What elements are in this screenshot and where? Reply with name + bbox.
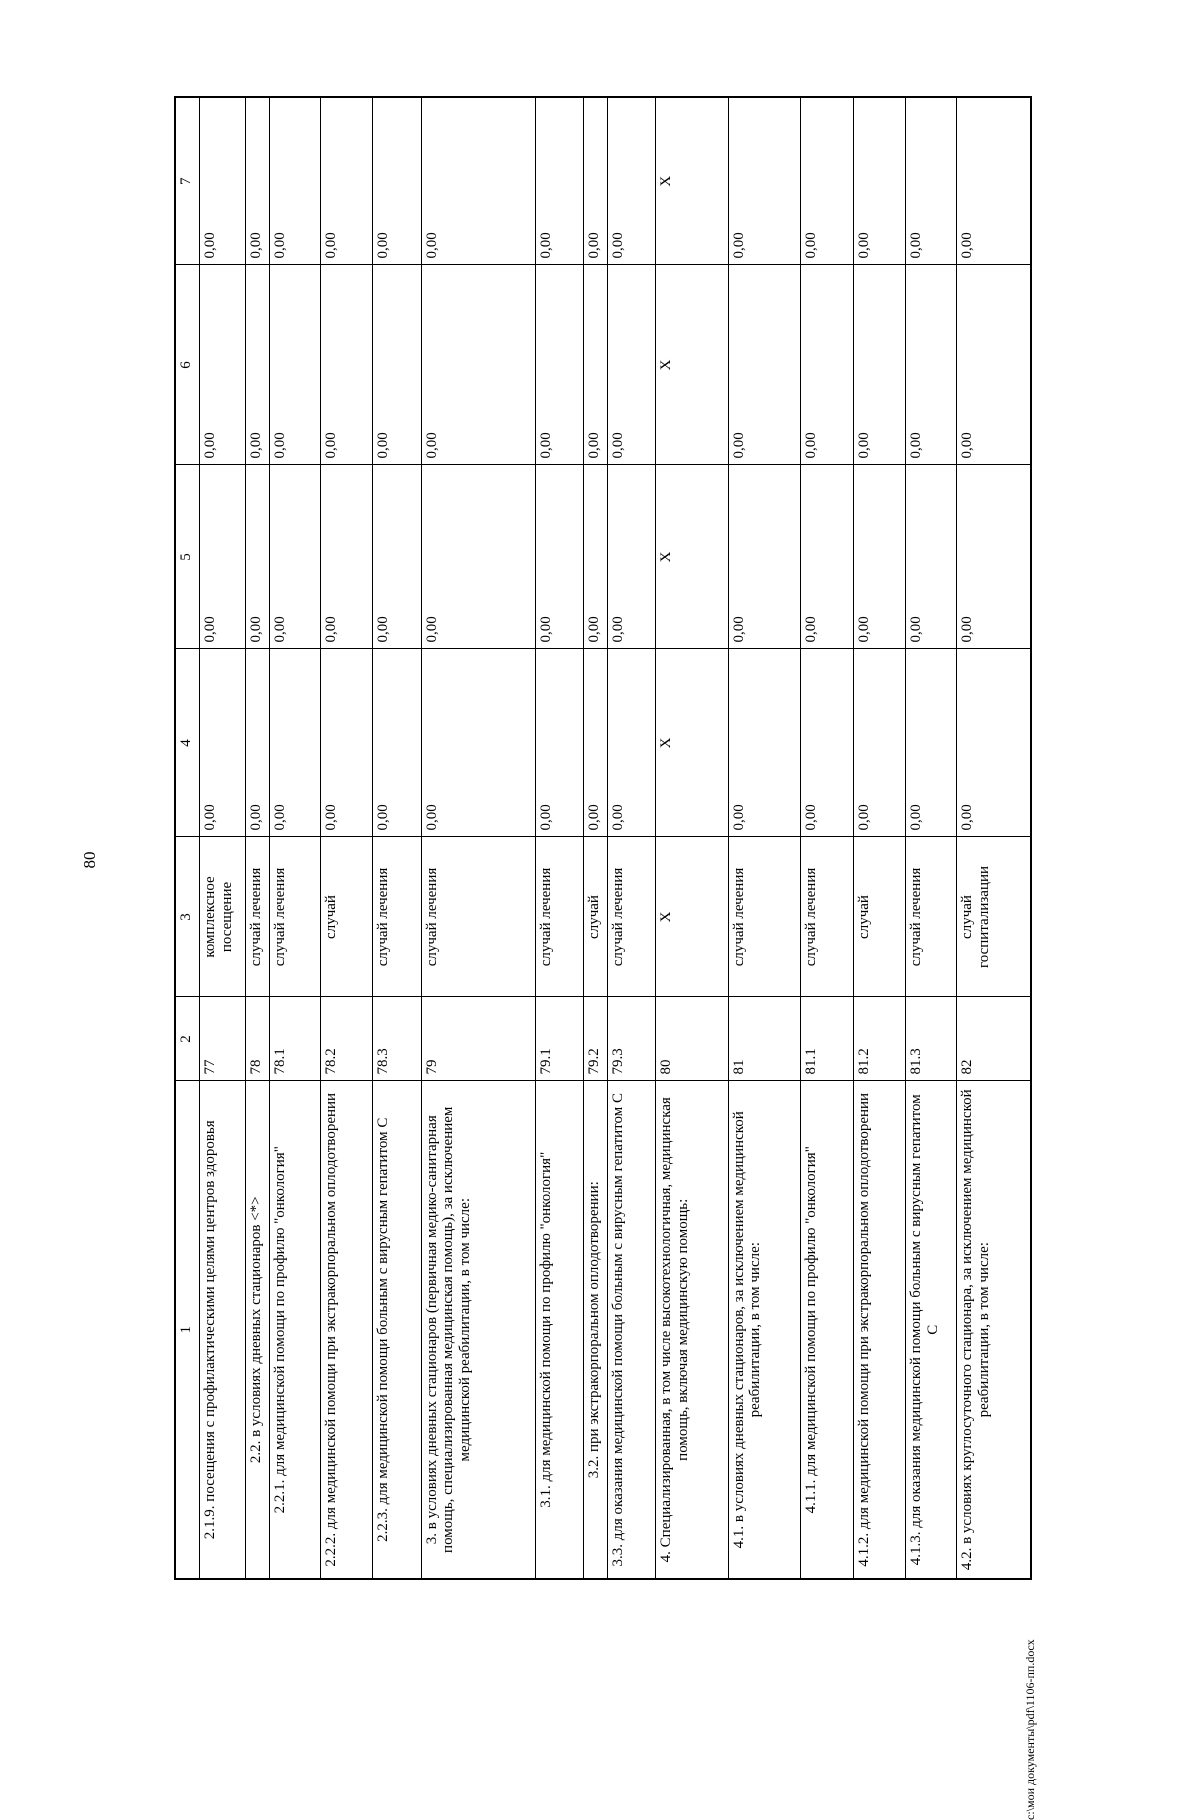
row-unit-cell: случай лечения <box>270 837 320 997</box>
row-value-cell: 0,00 <box>199 265 245 465</box>
row-code-cell: 80 <box>656 997 728 1081</box>
footer-file-path: c:\мои документы\pdf\1106-пп.docx <box>1023 1639 1037 1820</box>
row-value-cell: 0,00 <box>956 265 1031 465</box>
row-value-cell: 0,00 <box>270 97 320 265</box>
table-row <box>583 97 607 1579</box>
row-value-cell: X <box>656 465 728 649</box>
row-value-cell: 0,00 <box>199 465 245 649</box>
table-row <box>906 97 956 1579</box>
row-value-cell: 0,00 <box>421 465 535 649</box>
data-table <box>174 96 1032 1580</box>
row-value-cell: 0,00 <box>373 265 421 465</box>
row-value-cell: 0,00 <box>956 97 1031 265</box>
row-value-cell: 0,00 <box>246 265 270 465</box>
row-value-cell: 0,00 <box>320 97 373 265</box>
row-name-cell: 4.1.1. для медицинской помощи по профилю "онкология" <box>801 1081 854 1579</box>
row-value-cell: 0,00 <box>853 265 906 465</box>
row-unit-cell: комплексное посещение <box>199 837 245 997</box>
table-row <box>656 97 728 1579</box>
row-code-cell: 78.3 <box>373 997 421 1081</box>
row-value-cell: 0,00 <box>320 465 373 649</box>
row-name-cell: 2.1.9. посещения с профилактическими целями центров здоровья <box>199 1081 245 1579</box>
row-unit-cell: случай <box>853 837 906 997</box>
row-value-cell: 0,00 <box>607 97 655 265</box>
row-value-cell: 0,00 <box>801 97 854 265</box>
row-value-cell: 0,00 <box>956 649 1031 837</box>
row-value-cell: 0,00 <box>583 97 607 265</box>
row-value-cell: 0,00 <box>906 265 956 465</box>
row-value-cell: 0,00 <box>246 649 270 837</box>
row-value-cell: X <box>656 649 728 837</box>
row-value-cell: 0,00 <box>583 649 607 837</box>
row-value-cell: 0,00 <box>270 465 320 649</box>
row-unit-cell: случай госпитализации <box>956 837 1031 997</box>
row-value-cell: 0,00 <box>728 465 800 649</box>
row-value-cell: 0,00 <box>906 649 956 837</box>
rotated-table-wrapper <box>174 98 1032 1580</box>
row-value-cell: 0,00 <box>607 265 655 465</box>
row-value-cell: 0,00 <box>270 265 320 465</box>
table-row <box>956 97 1031 1579</box>
row-value-cell: 0,00 <box>728 265 800 465</box>
row-name-cell: 3.2. при экстракорпоральном оплодотворении: <box>583 1081 607 1579</box>
row-value-cell: 0,00 <box>583 265 607 465</box>
row-value-cell: 0,00 <box>728 97 800 265</box>
row-code-cell: 81.3 <box>906 997 956 1081</box>
row-unit-cell: случай <box>583 837 607 997</box>
row-value-cell: 0,00 <box>801 465 854 649</box>
row-unit-cell: случай лечения <box>535 837 583 997</box>
table-row <box>535 97 583 1579</box>
row-unit-cell: случай лечения <box>607 837 655 997</box>
header-cell: 6 <box>175 265 199 465</box>
row-value-cell: 0,00 <box>373 465 421 649</box>
row-unit-cell: случай лечения <box>421 837 535 997</box>
row-value-cell: 0,00 <box>801 649 854 837</box>
row-name-cell: 3.3. для оказания медицинской помощи больным с вирусным гепатитом С <box>607 1081 655 1579</box>
row-value-cell: 0,00 <box>607 649 655 837</box>
row-code-cell: 79.3 <box>607 997 655 1081</box>
row-value-cell: 0,00 <box>801 265 854 465</box>
row-name-cell: 4.1.3. для оказания медицинской помощи больным с вирусным гепатитом С <box>906 1081 956 1579</box>
row-code-cell: 79 <box>421 997 535 1081</box>
header-cell: 7 <box>175 97 199 265</box>
table-row <box>607 97 655 1579</box>
row-code-cell: 81 <box>728 997 800 1081</box>
table-header-row <box>175 97 199 1579</box>
row-name-cell: 4.1. в условиях дневных стационаров, за исключением медицинской реабилитации, в том числе: <box>728 1081 800 1579</box>
row-unit-cell: X <box>656 837 728 997</box>
table-row <box>801 97 854 1579</box>
row-unit-cell: случай лечения <box>906 837 956 997</box>
row-unit-cell: случай лечения <box>728 837 800 997</box>
row-unit-cell: случай <box>320 837 373 997</box>
row-value-cell: 0,00 <box>373 649 421 837</box>
row-value-cell: 0,00 <box>373 97 421 265</box>
row-name-cell: 4.1.2. для медицинской помощи при экстракорпоральном оплодотворении <box>853 1081 906 1579</box>
row-value-cell: 0,00 <box>421 97 535 265</box>
row-code-cell: 81.1 <box>801 997 854 1081</box>
row-name-cell: 2.2. в условиях дневных стационаров <*> <box>246 1081 270 1579</box>
row-value-cell: 0,00 <box>906 465 956 649</box>
row-value-cell: X <box>656 97 728 265</box>
row-value-cell: 0,00 <box>853 649 906 837</box>
row-name-cell: 4.2. в условиях круглосуточного стационара, за исключением медицинской реабилитации, в том числе: <box>956 1081 1031 1579</box>
row-value-cell: 0,00 <box>853 97 906 265</box>
row-code-cell: 79.2 <box>583 997 607 1081</box>
table-row <box>199 97 245 1579</box>
table-row <box>246 97 270 1579</box>
table-row <box>320 97 373 1579</box>
table-row <box>373 97 421 1579</box>
row-value-cell: 0,00 <box>421 265 535 465</box>
row-code-cell: 79.1 <box>535 997 583 1081</box>
table-row <box>421 97 535 1579</box>
row-value-cell: 0,00 <box>246 465 270 649</box>
table-row <box>853 97 906 1579</box>
row-value-cell: 0,00 <box>270 649 320 837</box>
row-name-cell: 2.2.3. для медицинской помощи больным с вирусным гепатитом С <box>373 1081 421 1579</box>
header-cell: 5 <box>175 465 199 649</box>
table-container <box>174 98 1032 1580</box>
row-code-cell: 78.2 <box>320 997 373 1081</box>
row-value-cell: 0,00 <box>956 465 1031 649</box>
row-value-cell: X <box>656 265 728 465</box>
row-value-cell: 0,00 <box>535 649 583 837</box>
row-value-cell: 0,00 <box>607 465 655 649</box>
row-unit-cell: случай лечения <box>801 837 854 997</box>
header-cell: 3 <box>175 837 199 997</box>
row-name-cell: 3.1. для медицинской помощи по профилю "онкология" <box>535 1081 583 1579</box>
row-value-cell: 0,00 <box>320 649 373 837</box>
row-name-cell: 3. в условиях дневных стационаров (первичная медико-санитарная помощь, специализированная медицинская помощь), за исключением медицинской реабилитации, в том числе: <box>421 1081 535 1579</box>
table-row <box>728 97 800 1579</box>
row-name-cell: 2.2.2. для медицинской помощи при экстракорпоральном оплодотворении <box>320 1081 373 1579</box>
row-value-cell: 0,00 <box>246 97 270 265</box>
row-code-cell: 81.2 <box>853 997 906 1081</box>
row-value-cell: 0,00 <box>535 465 583 649</box>
header-cell: 4 <box>175 649 199 837</box>
row-value-cell: 0,00 <box>421 649 535 837</box>
row-code-cell: 78 <box>246 997 270 1081</box>
row-value-cell: 0,00 <box>199 97 245 265</box>
row-value-cell: 0,00 <box>535 265 583 465</box>
row-code-cell: 77 <box>199 997 245 1081</box>
row-value-cell: 0,00 <box>535 97 583 265</box>
row-code-cell: 78.1 <box>270 997 320 1081</box>
page-number: 80 <box>80 851 99 869</box>
header-cell: 1 <box>175 1081 199 1579</box>
table-row <box>270 97 320 1579</box>
row-name-cell: 2.2.1. для медицинской помощи по профилю "онкология" <box>270 1081 320 1579</box>
row-value-cell: 0,00 <box>583 465 607 649</box>
row-value-cell: 0,00 <box>199 649 245 837</box>
row-value-cell: 0,00 <box>320 265 373 465</box>
header-cell: 2 <box>175 997 199 1081</box>
row-unit-cell: случай лечения <box>246 837 270 997</box>
row-name-cell: 4. Специализированная, в том числе высокотехнологичная, медицинская помощь, включая медицинскую помощь: <box>656 1081 728 1579</box>
row-value-cell: 0,00 <box>728 649 800 837</box>
row-value-cell: 0,00 <box>906 97 956 265</box>
row-value-cell: 0,00 <box>853 465 906 649</box>
row-code-cell: 82 <box>956 997 1031 1081</box>
row-unit-cell: случай лечения <box>373 837 421 997</box>
